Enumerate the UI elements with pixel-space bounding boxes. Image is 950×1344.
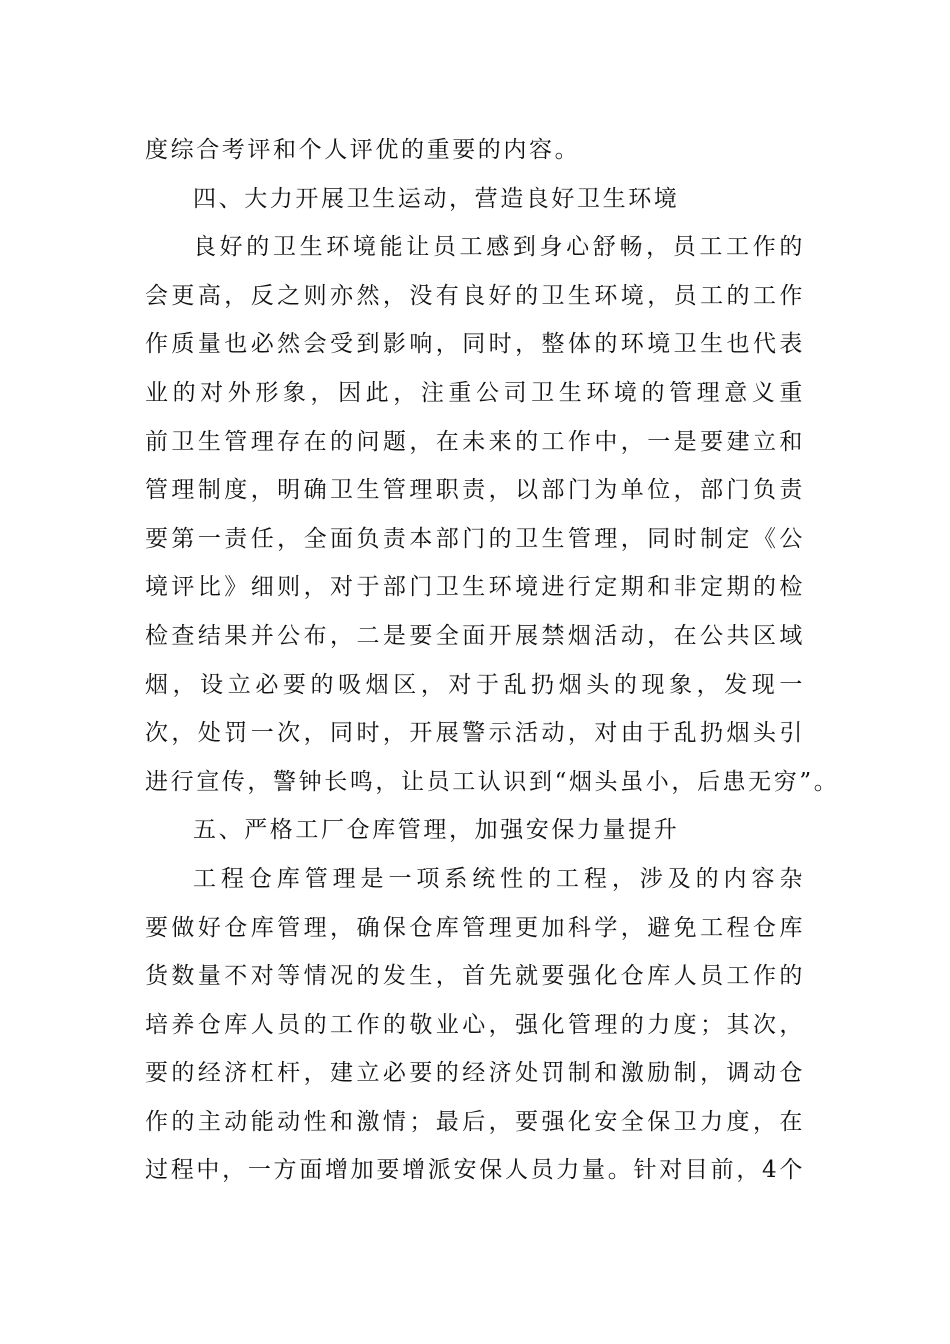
paragraph-line: 进行宣传，警钟长鸣，让员工认识到“烟头虽小，后患无穷”。 (145, 768, 840, 795)
paragraph-line: 检查结果并公布，二是要全面开展禁烟活动，在公共区域 (145, 622, 805, 649)
paragraph-line: 过程中，一方面增加要增派安保人员力量。针对目前，4个 (145, 1157, 805, 1184)
paragraph-line: 要第一责任，全面负责本部门的卫生管理，同时制定《公 (145, 525, 805, 552)
paragraph-line: 作质量也必然会受到影响，同时，整体的环境卫生也代表 (145, 331, 805, 358)
paragraph-line: 业的对外形象，因此，注重公司卫生环境的管理意义重 (145, 379, 805, 406)
paragraph-line: 会更高，反之则亦然，没有良好的卫生环境，员工的工作 (145, 282, 805, 309)
paragraph-line: 作的主动能动性和激情；最后，要强化安全保卫力度，在 (145, 1108, 805, 1135)
paragraph-line: 货数量不对等情况的发生，首先就要强化仓库人员工作的 (145, 963, 805, 990)
paragraph-line: 前卫生管理存在的问题，在未来的工作中，一是要建立和 (145, 428, 805, 455)
paragraph-line: 培养仓库人员的工作的敬业心，强化管理的力度；其次， (145, 1011, 805, 1038)
paragraph-line: 要做好仓库管理，确保仓库管理更加科学，避免工程仓库 (145, 914, 805, 941)
paragraph-line: 要的经济杠杆，建立必要的经济处罚制和激励制，调动仓 (145, 1060, 805, 1087)
section-heading-4: 四、大力开展卫生运动，营造良好卫生环境 (193, 185, 680, 212)
text-line: 度综合考评和个人评优的重要的内容。 (145, 137, 581, 163)
paragraph-line: 境评比》细则，对于部门卫生环境进行定期和非定期的检 (145, 574, 805, 601)
paragraph-line: 烟，设立必要的吸烟区，对于乱扔烟头的现象，发现一 (145, 671, 805, 698)
paragraph-line: 良好的卫生环境能让员工感到身心舒畅，员工工作的 (193, 234, 805, 261)
document-body (145, 126, 840, 1195)
section-heading-5: 五、严格工厂仓库管理，加强安保力量提升 (193, 817, 680, 844)
paragraph-line: 管理制度，明确卫生管理职责，以部门为单位，部门负责 (145, 477, 805, 504)
paragraph-line: 次，处罚一次，同时，开展警示活动，对由于乱扔烟头引 (145, 720, 805, 747)
paragraph-line: 工程仓库管理是一项系统性的工程，涉及的内容杂 (193, 865, 805, 892)
